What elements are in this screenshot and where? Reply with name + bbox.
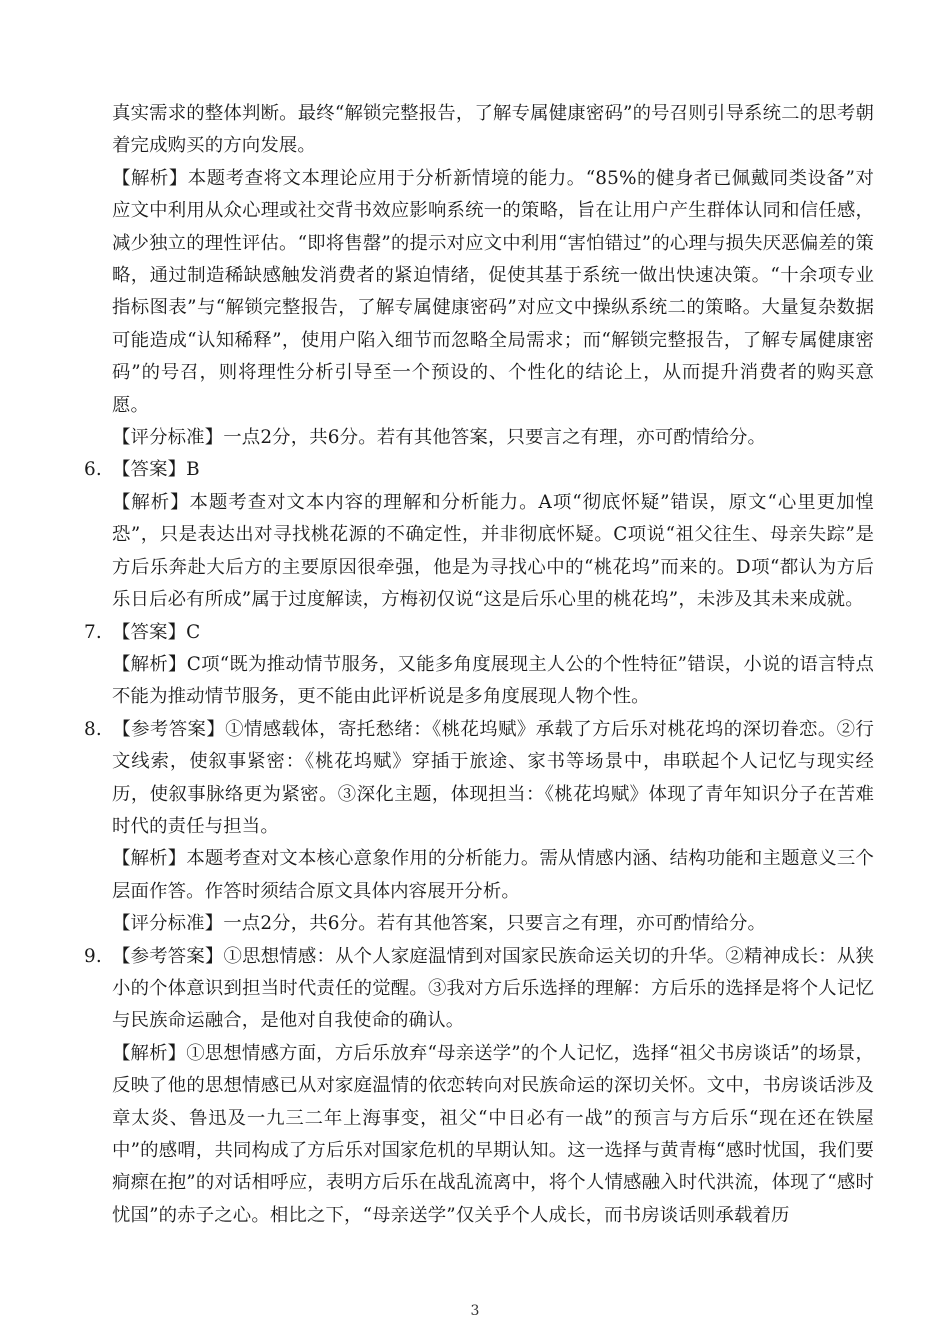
q8-analysis: 【解析】本题考查对文本核心意象作用的分析能力。需从情感内涵、结构功能和主题意义三个层面作答。作答时须结合原文具体内容展开分析。 [112, 848, 874, 902]
q7-answer [84, 617, 874, 649]
q8-number: 8. [84, 718, 102, 740]
q9-answer [84, 941, 874, 1038]
q9-answer-text: 【参考答案】①思想情感：从个人家庭温情到对国家民族命运关切的升华。②精神成长：从狭小的个体意识到担当时代责任的觉醒。③我对方后乐选择的理解：方后乐的选择是将个人记忆与民族命运融合，是他对自我使命的确认。 [112, 945, 874, 1032]
q7-answer-text: 【答案】C [112, 621, 201, 643]
q6-answer-text: 【答案】B [112, 459, 200, 481]
paragraph-continuation: 真实需求的整体判断。最终“解锁完整报告，了解专属健康密码”的号召则引导系统二的思考朝着完成购买的方向发展。 [112, 103, 874, 157]
answer-key-content [84, 98, 874, 1232]
q7-analysis: 【解析】C项“既为推动情节服务，又能多角度展现主人公的个性特征”错误，小说的语言特点不能为推动情节服务，更不能由此评析说是多角度展现人物个性。 [112, 653, 874, 708]
q5-scoring: 【评分标准】一点2分，共6分。若有其他答案，只要言之有理，亦可酌情给分。 [112, 427, 767, 449]
q7-number: 7. [84, 621, 102, 643]
q6-analysis: 【解析】本题考查对文本内容的理解和分析能力。A项“彻底怀疑”错误，原文“心里更加惶恐”，只是表达出对寻找桃花源的不确定性，并非彻底怀疑。C项说“祖父往生、母亲失踪”是方后乐奔赴大后方的主要原因很牵强，他是为寻找心中的“桃花坞”而来的。D项“都认为方后乐日后必有所成”属于过度解读，方梅初仅说“这是后乐心里的桃花坞”，未涉及其未来成就。 [112, 491, 874, 611]
q8-scoring: 【评分标准】一点2分，共6分。若有其他答案，只要言之有理，亦可酌情给分。 [112, 913, 767, 935]
q8-answer-text: 【参考答案】①情感载体，寄托愁绪：《桃花坞赋》承载了方后乐对桃花坞的深切眷恋。②行文线索，使叙事紧密：《桃花坞赋》穿插于旅途、家书等场景中，串联起个人记忆与现实经历，使叙事脉络更为紧密。③深化主题，体现担当：《桃花坞赋》体现了青年知识分子在苦难时代的责任与担当。 [112, 718, 874, 837]
q9-number: 9. [84, 945, 102, 967]
q6-answer [84, 454, 874, 486]
q8-answer [84, 714, 874, 844]
q5-analysis: 【解析】本题考查将文本理论应用于分析新情境的能力。“85%的健身者已佩戴同类设备”对应文中利用从众心理或社交背书效应影响系统一的策略，旨在让用户产生群体认同和信任感，减少独立的理性评估。“即将售罄”的提示对应文中利用“害怕错过”的心理与损失厌恶偏差的策略，通过制造稀缺感触发消费者的紧迫情绪，促使其基于系统一做出快速决策。“十余项专业指标图表”与“解锁完整报告，了解专属健康密码”对应文中操纵系统二的策略。大量复杂数据可能造成“认知稀释”，使用户陷入细节而忽略全局需求；而“解锁完整报告，了解专属健康密码”的号召，则将理性分析引导至一个预设的、个性化的结论上，从而提升消费者的购买意愿。 [112, 167, 874, 416]
q9-analysis: 【解析】①思想情感方面，方后乐放弃“母亲送学”的个人记忆，选择“祖父书房谈话”的场景，反映了他的思想情感已从对家庭温情的依恋转向对民族命运的深切关怀。文中，书房谈话涉及章太炎、鲁迅及一九三二年上海事变，祖父“中日必有一战”的预言与方后乐“现在还在铁屋中”的感喟，共同构成了方后乐对国家危机的早期认知。这一选择与黄青梅“感时忧国，我们要痌瘝在抱”的对话相呼应，表明方后乐在战乱流离中，将个人情感融入时代洪流，体现了“感时忧国”的赤子之心。相比之下，“母亲送学”仅关乎个人成长，而书房谈话则承载着历 [112, 1042, 874, 1226]
q6-number: 6. [84, 459, 102, 481]
page-number: 3 [470, 1303, 480, 1319]
